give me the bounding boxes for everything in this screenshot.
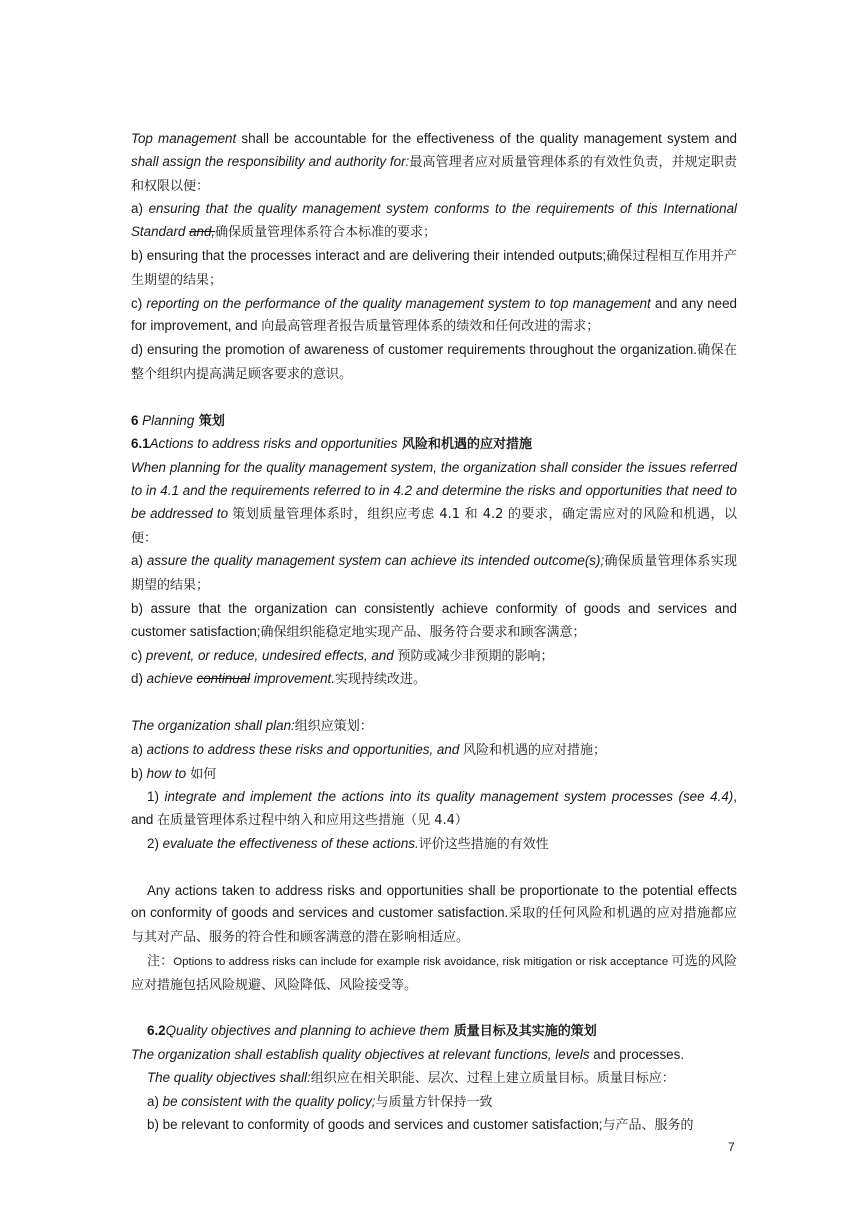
text: b) ensuring that the processes interact and are delivering their intended outputs; bbox=[131, 247, 607, 263]
item-marker: b) bbox=[131, 765, 147, 781]
list-item-d bbox=[131, 339, 737, 387]
note-paragraph bbox=[131, 950, 737, 998]
heading-zh: 风险和机遇的应对措施 bbox=[397, 437, 533, 453]
item-marker: d) bbox=[131, 671, 147, 687]
item-marker: c) bbox=[131, 647, 146, 663]
text-zh: 确保组织能稳定地实现产品、服务符合要求和顾客满意； bbox=[260, 624, 586, 640]
text-italic: actions to address these risks and opportunities, and bbox=[146, 741, 463, 757]
heading-zh: 质量目标及其实施的策划 bbox=[449, 1024, 597, 1040]
item-marker: c) bbox=[131, 295, 147, 311]
heading-text: Planning bbox=[142, 412, 195, 428]
text-zh: 组织应策划： bbox=[294, 718, 373, 734]
heading-zh: 策划 bbox=[194, 413, 225, 429]
page-number: 7 bbox=[728, 1140, 735, 1154]
text: Any actions taken to address risks and opportunities shall be proportionate to the potential effects on conformity of goods and services and customer satisfaction. bbox=[131, 882, 737, 921]
text-zh: 与产品、服务的 bbox=[602, 1118, 694, 1134]
note-label: 注： bbox=[147, 953, 174, 969]
text-zh: 预防或减少非预期的影响； bbox=[397, 648, 554, 664]
heading-number: 6.2 bbox=[147, 1023, 166, 1039]
heading-text: Quality objectives and planning to achieve them bbox=[165, 1023, 450, 1039]
text-italic: integrate and implement the actions into its quality management system processes (see 4.4) bbox=[164, 789, 734, 805]
item-marker: 1) bbox=[147, 789, 165, 805]
text-zh: 确保过程相互作用并产生期望的结果； bbox=[131, 248, 737, 288]
text-italic: prevent, or reduce, undesired effects, and bbox=[145, 647, 398, 663]
plan-subitem-2 bbox=[131, 833, 737, 857]
item-marker: a) bbox=[131, 201, 149, 217]
text-zh: 向最高管理者报告质量管理体系的绩效和任何改进的需求； bbox=[261, 319, 600, 335]
text: d) ensuring the promotion of awareness of customer requirements throughout the organization. bbox=[131, 342, 697, 358]
text-zh: 确保在整个组织内提高满足顾客要求的意识。 bbox=[131, 343, 737, 382]
list-item-d bbox=[131, 668, 737, 692]
text: and any need for improvement, and bbox=[131, 295, 737, 334]
text: b) assure that the organization can consistently achieve conformity of goods and services and customer satisfaction; bbox=[131, 600, 737, 639]
text-italic: evaluate the effectiveness of these actions. bbox=[162, 835, 419, 851]
list-item-a bbox=[131, 550, 737, 598]
text-zh: 在质量管理体系过程中纳入和应用这些措施（见 4.4） bbox=[157, 813, 468, 829]
plan-item-b bbox=[131, 763, 737, 787]
text-zh: 风险和机遇的应对措施； bbox=[463, 742, 607, 758]
text-italic: The quality objectives shall: bbox=[147, 1069, 311, 1085]
objective-item-b bbox=[131, 1114, 737, 1138]
list-item-a bbox=[131, 198, 737, 245]
text-italic: The organization shall establish quality objectives at relevant functions, levels bbox=[131, 1047, 590, 1063]
section-heading-6-1 bbox=[131, 433, 737, 457]
list-item-b bbox=[131, 245, 737, 293]
establish-paragraph bbox=[131, 1044, 737, 1067]
text-italic: reporting on the performance of the quality management system to top management bbox=[146, 295, 651, 311]
proportionate-paragraph bbox=[131, 880, 737, 950]
strikethrough-text: continual bbox=[196, 671, 251, 687]
intro-paragraph bbox=[131, 128, 737, 198]
text-italic: shall assign the responsibility and authority for: bbox=[131, 153, 410, 169]
document-body bbox=[131, 128, 737, 1138]
strikethrough-text: and, bbox=[189, 224, 216, 240]
text-italic: be consistent with the quality policy; bbox=[162, 1093, 376, 1109]
text-zh: 评价这些措施的有效性 bbox=[418, 836, 549, 852]
text-zh: 可选的风险应对措施包括风险规避、风险降低、风险接受等。 bbox=[131, 953, 737, 993]
objective-item-a bbox=[131, 1091, 737, 1115]
text-italic: Top management bbox=[131, 131, 237, 146]
text-italic: achieve bbox=[146, 671, 197, 687]
heading-text: Actions to address risks and opportunities bbox=[149, 436, 398, 452]
list-item-c bbox=[131, 645, 737, 669]
text-italic: The organization shall plan: bbox=[131, 717, 295, 733]
text: shall be accountable for the effectiveness of the quality management system and bbox=[236, 131, 737, 146]
text-zh: 策划质量管理体系时，组织应考虑 4.1 和 4.2 的要求，确定需应对的风险和机遇，以便： bbox=[131, 506, 737, 546]
heading-number: 6.1 bbox=[131, 436, 150, 452]
list-item-b bbox=[131, 598, 737, 645]
text-zh: 如何 bbox=[186, 766, 217, 782]
text-italic: how to bbox=[146, 765, 187, 781]
plan-subitem-1 bbox=[131, 786, 737, 833]
heading-number: 6 bbox=[131, 412, 143, 428]
objectives-intro bbox=[131, 1067, 737, 1091]
text-zh: 最高管理者应对质量管理体系的有效性负责，并规定职责和权限以便： bbox=[131, 154, 737, 194]
item-marker: a) bbox=[131, 741, 147, 757]
text-italic: When planning for the quality management system, the organization shall consider the issues referred to in 4.1 and the requirements referred to in 4.2 and determine the risks and opportunities that need to be addressed to bbox=[131, 460, 737, 521]
text-zh: 实现持续改进。 bbox=[334, 672, 426, 688]
note-text: Options to address risks can include for example risk avoidance, risk mitigation or risk acceptance bbox=[173, 955, 672, 968]
text-zh: 组织应在相关职能、层次、过程上建立质量目标。质量目标应： bbox=[310, 1070, 675, 1086]
plan-item-a bbox=[131, 739, 737, 763]
text-zh: 确保质量管理体系实现期望的结果； bbox=[131, 554, 737, 594]
text-italic: ensuring that the quality management system conforms to the requirements of this International Standard bbox=[131, 201, 737, 240]
item-marker: a) bbox=[131, 553, 147, 569]
text: and processes. bbox=[589, 1047, 685, 1063]
text-italic: assure the quality management system can achieve its intended outcome(s); bbox=[146, 553, 605, 569]
text-zh: 与质量方针保持一致 bbox=[375, 1094, 493, 1110]
section-heading-6 bbox=[131, 410, 737, 434]
text-zh: 确保质量管理体系符合本标准的要求； bbox=[215, 225, 437, 241]
section-heading-6-2 bbox=[131, 1020, 737, 1044]
text-italic: improvement. bbox=[250, 671, 335, 687]
text: , and bbox=[131, 789, 737, 828]
item-marker: 2) bbox=[147, 835, 163, 851]
list-item-c bbox=[131, 293, 737, 340]
section-6-1-body bbox=[131, 457, 737, 550]
item-marker: a) bbox=[147, 1093, 163, 1109]
plan-intro bbox=[131, 715, 737, 739]
text-zh: 采取的任何风险和机遇的应对措施都应与其对产品、服务的符合性和顾客满意的潜在影响相适应。 bbox=[131, 906, 737, 946]
text: b) be relevant to conformity of goods and services and customer satisfaction; bbox=[147, 1117, 603, 1133]
